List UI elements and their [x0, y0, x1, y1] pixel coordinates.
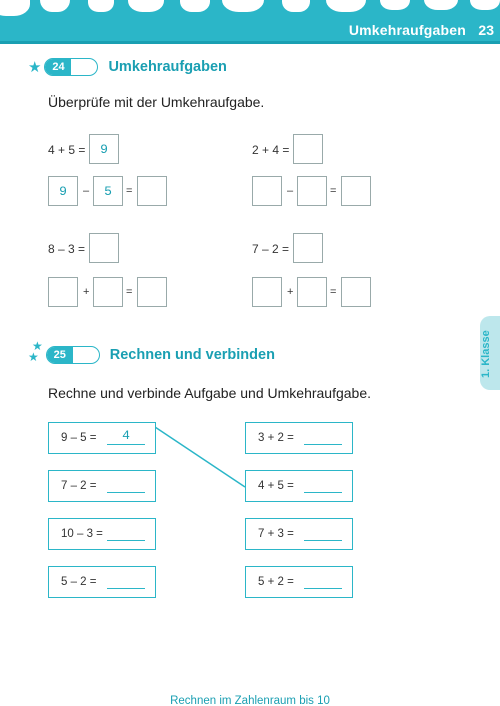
answer-line	[304, 588, 342, 589]
answer-line	[107, 444, 145, 445]
answer-line	[304, 444, 342, 445]
card-equation: 5 – 2 =	[61, 576, 97, 588]
card-equation: 7 + 3 =	[258, 528, 294, 540]
card-equation: 3 + 2 =	[258, 432, 294, 444]
two-star-icon: ★ ★	[28, 339, 43, 364]
task-card-left[interactable]	[48, 566, 156, 598]
equals-sign: =	[330, 286, 337, 298]
section-title: Rechnen und verbinden	[109, 347, 275, 363]
answer-line	[107, 492, 145, 493]
task-card-right[interactable]	[245, 422, 353, 454]
task-card-left[interactable]	[48, 422, 156, 454]
task-card-right[interactable]	[245, 470, 353, 502]
operator: –	[83, 185, 90, 197]
section-title: Umkehraufgaben	[108, 59, 227, 75]
side-tab-label: 1. Klasse	[480, 330, 492, 378]
answer-line	[107, 540, 145, 541]
card-equation: 9 – 5 =	[61, 432, 97, 444]
equals-sign: =	[126, 185, 133, 197]
equation: 2 + 4 =	[252, 143, 290, 157]
exercise-number: 25	[47, 347, 73, 363]
card-equation: 10 – 3 =	[61, 528, 103, 540]
task-card-left[interactable]	[48, 518, 156, 550]
card-equation: 5 + 2 =	[258, 576, 294, 588]
answer-line	[304, 492, 342, 493]
task-card-left[interactable]	[48, 470, 156, 502]
equals-sign: =	[330, 185, 337, 197]
operator: +	[83, 286, 90, 298]
card-equation: 4 + 5 =	[258, 480, 294, 492]
equation: 7 – 2 =	[252, 242, 290, 256]
equation: 8 – 3 =	[48, 242, 86, 256]
page-title: Umkehraufgaben	[348, 22, 466, 38]
exercise-number: 24	[45, 59, 71, 75]
answer-line	[304, 540, 342, 541]
answer-line	[107, 588, 145, 589]
equation: 4 + 5 =	[48, 143, 86, 157]
check-box-a[interactable]: 9	[48, 176, 78, 206]
star-icon: ★	[28, 58, 42, 76]
equals-sign: =	[126, 286, 133, 298]
operator: –	[287, 185, 294, 197]
card-equation: 7 – 2 =	[61, 480, 97, 492]
card-answer: 4	[122, 428, 130, 443]
answer-box[interactable]: 9	[89, 134, 119, 164]
task-card-right[interactable]	[245, 518, 353, 550]
task-card-right[interactable]	[245, 566, 353, 598]
page-number: 23	[478, 22, 494, 38]
instruction-text: Überprüfe mit der Umkehraufgabe.	[48, 94, 265, 110]
check-box-b[interactable]: 5	[93, 176, 123, 206]
connector-line	[155, 427, 245, 487]
operator: +	[287, 286, 294, 298]
footer-text: Rechnen im Zahlenraum bis 10	[170, 695, 330, 706]
instruction-text: Rechne und verbinde Aufgabe und Umkehraufgabe.	[48, 385, 372, 401]
